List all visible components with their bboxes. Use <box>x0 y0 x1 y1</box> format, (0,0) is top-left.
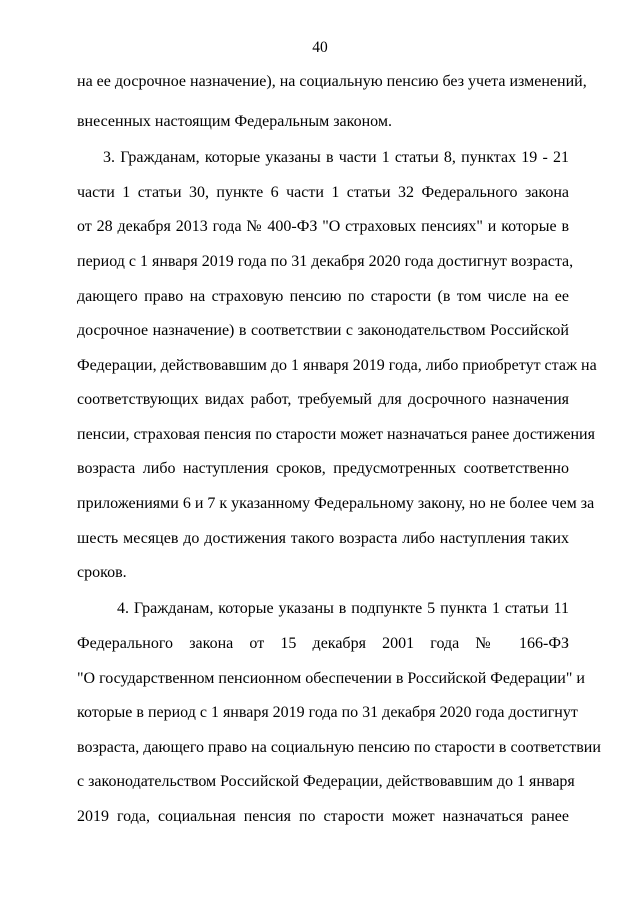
text-line: соответствующих видах работ, требуемый для досрочного назначения <box>77 391 569 408</box>
text-line: приложениями 6 и 7 к указанному Федеральному закону, но не более чем за <box>77 495 595 512</box>
text-line: с законодательством Российской Федерации, действовавшим до 1 января <box>77 773 575 790</box>
text-line: части 1 статьи 30, пункте 6 части 1 статьи 32 Федерального закона <box>77 184 569 201</box>
paragraph-4-first-line: 4. Гражданам, которые указаны в подпункте 5 пункта 1 статьи 11 <box>117 600 569 617</box>
text-line: дающего право на страховую пенсию по старости (в том числе на ее <box>77 288 569 305</box>
page-number: 40 <box>312 39 328 56</box>
text-line: шесть месяцев до достижения такого возраста либо наступления таких <box>77 530 569 547</box>
text-line: Федерации, действовавшим до 1 января 2019 года, либо приобретут стаж на <box>77 357 597 374</box>
text-line: от 28 декабря 2013 года № 400-ФЗ "О страховых пенсиях" и которые в <box>77 218 569 235</box>
text-line: возраста либо наступления сроков, предусмотренных соответственно <box>77 460 569 477</box>
text-line: "О государственном пенсионном обеспечении в Российской Федерации" и <box>77 670 585 687</box>
text-line: досрочное назначение) в соответствии с законодательством Российской <box>77 322 569 339</box>
text-line: сроков. <box>77 564 127 581</box>
text-line: пенсии, страховая пенсия по старости может назначаться ранее достижения <box>77 426 595 443</box>
text-line: период с 1 января 2019 года по 31 декабря 2020 года достигнут возраста, <box>77 253 574 270</box>
text-line: которые в период с 1 января 2019 года по 31 декабря 2020 года достигнут <box>77 704 578 721</box>
text-line: внесенных настоящим Федеральным законом. <box>77 113 392 130</box>
text-line: 2019 года, социальная пенсия по старости может назначаться ранее <box>77 808 569 825</box>
paragraph-3-first-line: 3. Гражданам, которые указаны в части 1 статьи 8, пунктах 19 - 21 <box>103 149 569 166</box>
text-line: возраста, дающего право на социальную пенсию по старости в соответствии <box>77 739 601 756</box>
text-line: Федерального закона от 15 декабря 2001 года № 166-ФЗ <box>77 635 569 652</box>
text-line: на ее досрочное назначение), на социальную пенсию без учета изменений, <box>77 73 587 90</box>
